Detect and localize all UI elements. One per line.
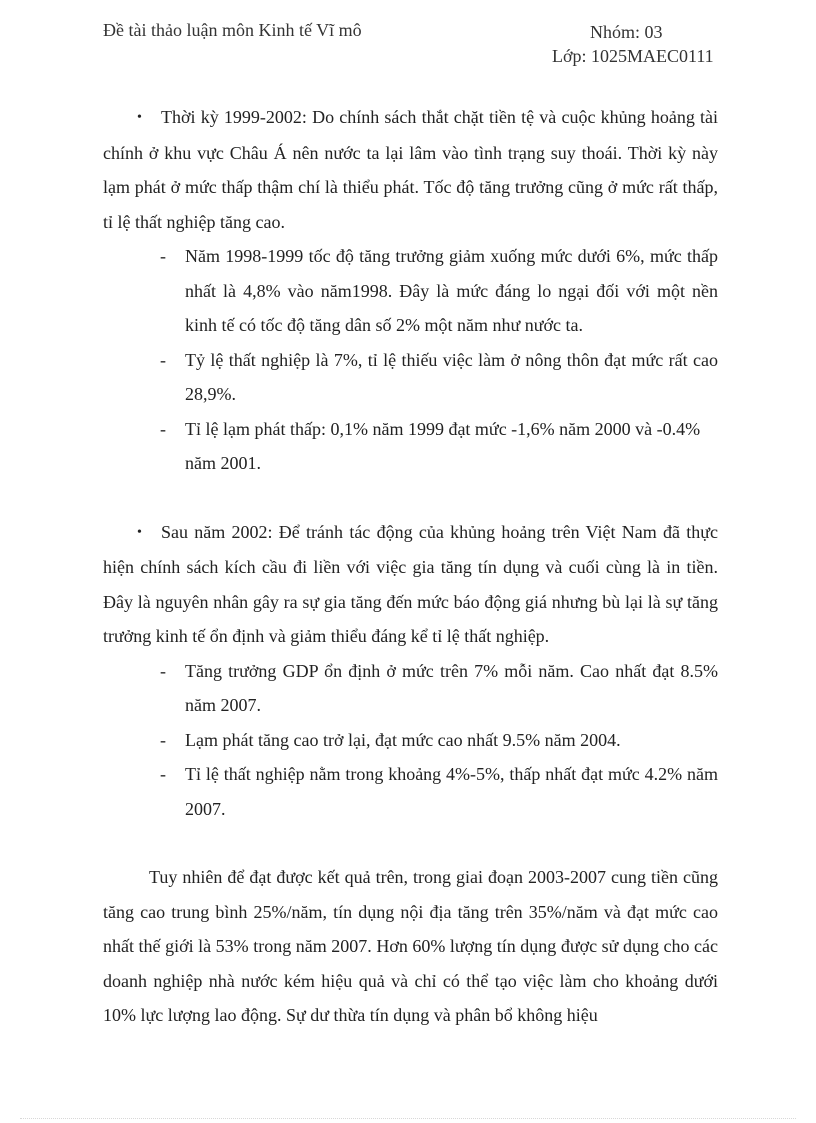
dash-icon: - [160, 418, 166, 439]
header-group: Nhóm: 03 [590, 22, 663, 42]
list-item [103, 239, 718, 343]
page-bottom-divider [20, 1118, 796, 1119]
section-2-paragraph [103, 515, 718, 654]
section-2-text: Sau năm 2002: Để tránh tác động của khủng hoảng trên Việt Nam đã thực hiện chính sách kích cầu đi liền với việc gia tăng tín dụng và cuối cùng là in tiền. Đây là nguyên nhân gây ra sự gia tăng đến mức báo động giá nhưng bù lại là sự tăng trưởng kinh tế ổn định và giảm thiểu đáng kể tỉ lệ thất nghiệp. [103, 521, 718, 646]
header-class: Lớp: 1025MAEC0111 [552, 46, 714, 66]
spacer [103, 826, 718, 860]
list-item-text: Tỉ lệ lạm phát thấp: 0,1% năm 1999 đạt mức -1,6% năm 2000 và -0.4% năm 2001. [185, 418, 701, 473]
dash-icon: - [160, 660, 166, 681]
list-item-text: Tỉ lệ thất nghiệp nằm trong khoảng 4%-5%, thấp nhất đạt mức 4.2% năm 2007. [185, 764, 718, 819]
spacer [103, 481, 718, 515]
list-item-text: Tỷ lệ thất nghiệp là 7%, tỉ lệ thiếu việc làm ở nông thôn đạt mức rất cao 28,9%. [185, 349, 718, 404]
header-title: Đề tài thảo luận môn Kinh tế Vĩ mô [103, 20, 362, 40]
section-2-list [103, 654, 718, 827]
dash-icon: - [160, 349, 166, 370]
list-item-text: Lạm phát tăng cao trở lại, đạt mức cao nhất 9.5% năm 2004. [185, 729, 621, 750]
list-item [103, 723, 718, 758]
list-item-text: Tăng trưởng GDP ổn định ở mức trên 7% mỗi năm. Cao nhất đạt 8.5% năm 2007. [185, 660, 718, 715]
document-body [103, 100, 718, 1033]
section-1-paragraph [103, 100, 718, 239]
dash-icon: - [160, 246, 166, 266]
bullet-icon: • [137, 110, 142, 125]
list-item [103, 654, 718, 723]
bullet-icon: • [137, 524, 142, 540]
closing-paragraph: Tuy nhiên để đạt được kết quả trên, trong giai đoạn 2003-2007 cung tiền cũng tăng cao trung bình 25%/năm, tín dụng nội địa tăng trên 35%/năm và đạt mức cao nhất thế giới là 53% trong năm 2007. Hơn 60% lượng tín dụng được sử dụng cho các doanh nghiệp nhà nước kém hiệu quả và chỉ có thể tạo việc làm cho khoảng dưới 10% lực lượng lao động. Sự dư thừa tín dụng và phân bổ không hiệu [103, 867, 718, 1025]
list-item [103, 757, 718, 826]
list-item [103, 343, 718, 412]
section-1-text: Thời kỳ 1999-2002: Do chính sách thắt chặt tiền tệ và cuộc khủng hoảng tài chính ở khu vực Châu Á nên nước ta lại lâm vào tình trạng suy thoái. Thời kỳ này lạm phát ở mức thấp thậm chí là thiểu phát. Tốc độ tăng trưởng cũng ở mức rất thấp, tỉ lệ thất nghiệp tăng cao. [103, 107, 718, 232]
list-item-text: Năm 1998-1999 tốc độ tăng trưởng giảm xuống mức dưới 6%, mức thấp nhất là 4,8% vào năm1998. Đây là mức đáng lo ngại đối với một nền kinh tế có tốc độ tăng dân số 2% một năm như nước ta. [185, 246, 718, 335]
dash-icon: - [160, 764, 166, 784]
dash-icon: - [160, 729, 166, 750]
section-1-list [103, 239, 718, 481]
list-item [103, 412, 718, 481]
header-info [552, 20, 714, 68]
